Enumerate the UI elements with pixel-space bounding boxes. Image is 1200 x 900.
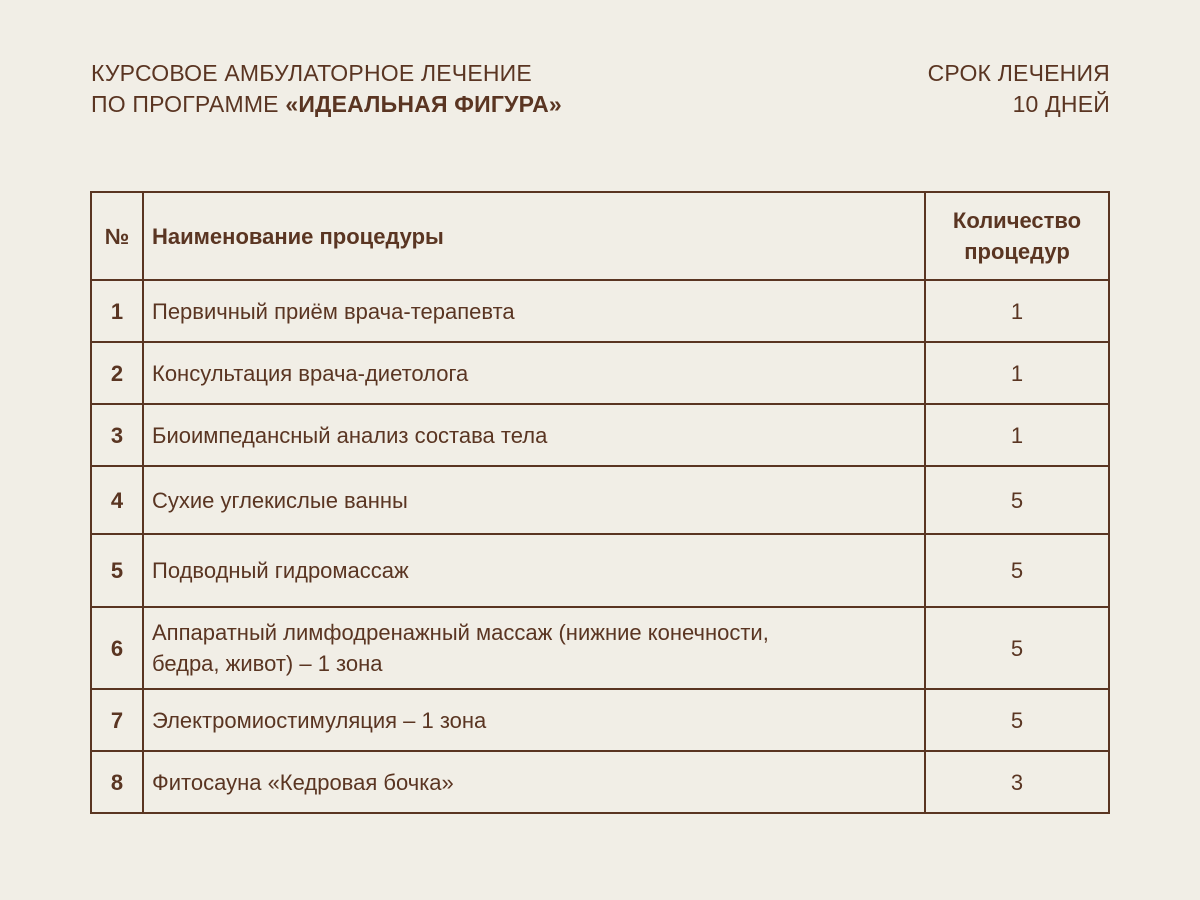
row-number: 2 <box>91 342 143 404</box>
procedure-name: Консультация врача-диетолога <box>143 342 925 404</box>
row-number: 4 <box>91 466 143 534</box>
procedure-name: Биоимпедансный анализ состава тела <box>143 404 925 466</box>
procedure-quantity: 1 <box>925 342 1109 404</box>
treatment-duration <box>928 58 1110 120</box>
procedure-name: Подводный гидромассаж <box>143 534 925 607</box>
procedure-name-line2: бедра, живот) – 1 зона <box>152 651 383 676</box>
procedures-table <box>90 191 1110 814</box>
procedure-quantity: 3 <box>925 751 1109 813</box>
row-number: 5 <box>91 534 143 607</box>
procedure-name: Фитосауна «Кедровая бочка» <box>143 751 925 813</box>
procedure-quantity: 1 <box>925 280 1109 342</box>
table-row <box>91 534 1109 607</box>
row-number: 3 <box>91 404 143 466</box>
procedure-quantity: 5 <box>925 607 1109 689</box>
procedure-name: Первичный приём врача-терапевта <box>143 280 925 342</box>
program-title-prefix: ПО ПРОГРАММЕ <box>91 91 286 117</box>
header-quantity-line2: процедур <box>964 239 1070 264</box>
table-row <box>91 689 1109 751</box>
table-row <box>91 466 1109 534</box>
duration-value: 10 ДНЕЙ <box>1012 91 1110 117</box>
page-header <box>91 58 1110 120</box>
table-row <box>91 751 1109 813</box>
table-row <box>91 342 1109 404</box>
table-row <box>91 404 1109 466</box>
row-number: 8 <box>91 751 143 813</box>
header-number: № <box>91 192 143 280</box>
program-name: «ИДЕАЛЬНАЯ ФИГУРА» <box>285 91 562 117</box>
row-number: 1 <box>91 280 143 342</box>
procedure-quantity: 5 <box>925 466 1109 534</box>
program-title-line2 <box>91 89 562 120</box>
header-quantity <box>925 192 1109 280</box>
procedure-quantity: 5 <box>925 534 1109 607</box>
program-title-line1: КУРСОВОЕ АМБУЛАТОРНОЕ ЛЕЧЕНИЕ <box>91 60 532 86</box>
header-quantity-line1: Количество <box>952 208 1082 233</box>
row-number: 6 <box>91 607 143 689</box>
table-row <box>91 280 1109 342</box>
procedure-name-line1: Аппаратный лимфодренажный массаж (нижние конечности, <box>152 620 769 645</box>
procedure-name: Электромиостимуляция – 1 зона <box>143 689 925 751</box>
row-number: 7 <box>91 689 143 751</box>
duration-label: СРОК ЛЕЧЕНИЯ <box>927 60 1110 86</box>
procedure-quantity: 1 <box>925 404 1109 466</box>
procedure-name <box>143 607 925 689</box>
table-header-row <box>91 192 1109 280</box>
procedure-quantity: 5 <box>925 689 1109 751</box>
procedure-name: Сухие углекислые ванны <box>143 466 925 534</box>
header-procedure-name: Наименование процедуры <box>143 192 925 280</box>
table-row <box>91 607 1109 689</box>
program-title <box>91 58 562 120</box>
